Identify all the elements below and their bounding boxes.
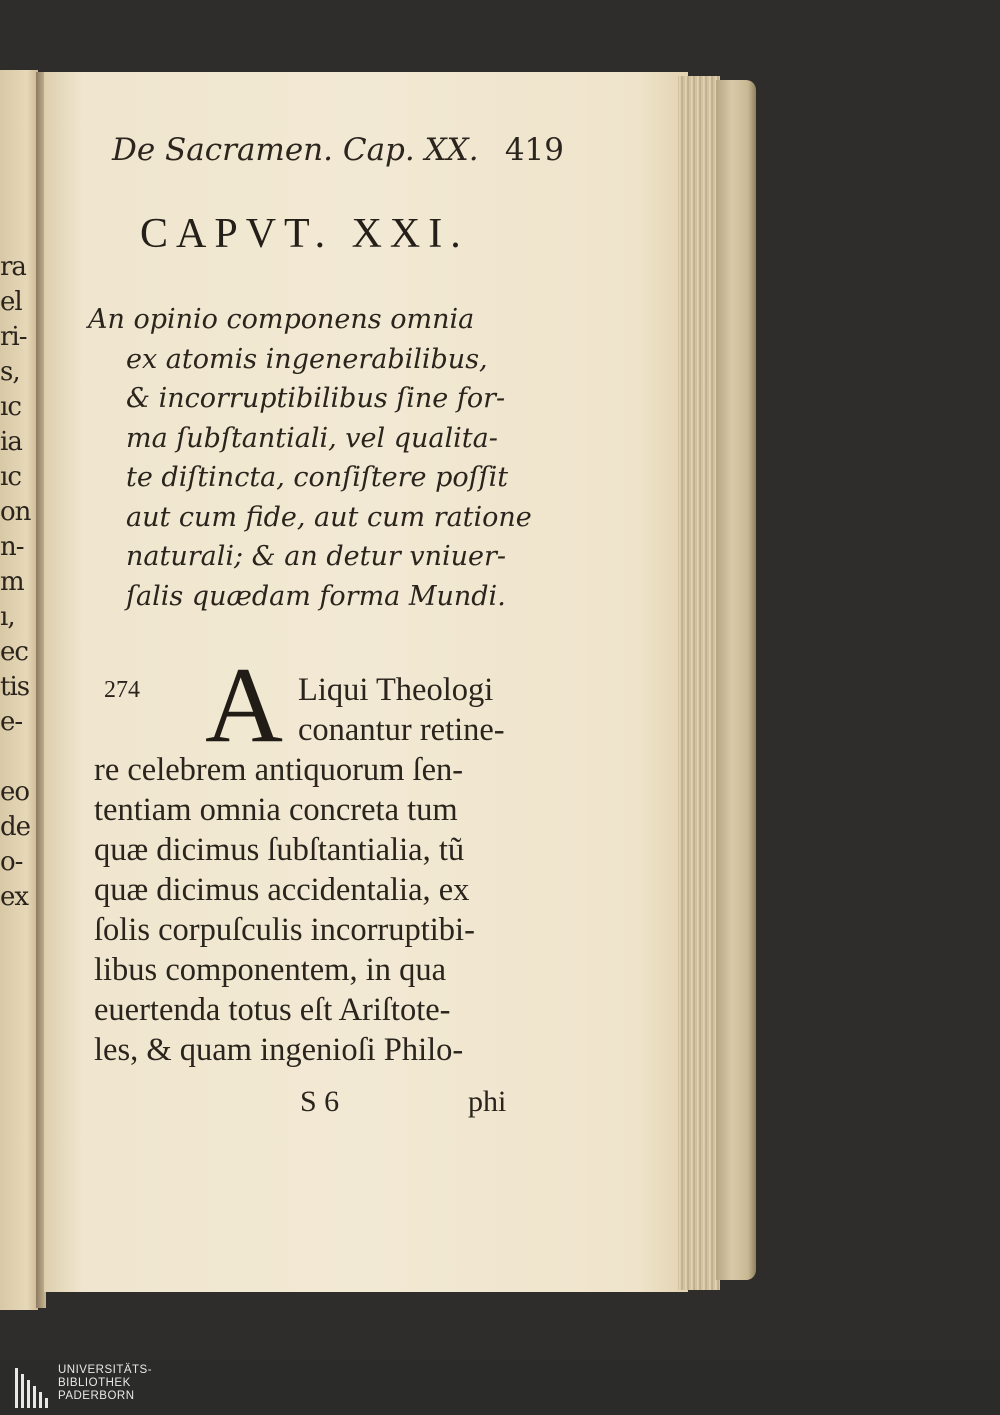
body-line: quæ dicimus ſubſtantialia, tũ	[94, 832, 465, 868]
page-edges	[678, 76, 720, 1290]
fragment: m	[0, 567, 24, 597]
fragment: el	[0, 287, 22, 317]
fragment: ıc	[0, 392, 21, 422]
body-line: ſolis corpuſculis incorruptibi-	[94, 912, 475, 948]
fragment: ri-	[0, 322, 27, 352]
body-line: re celebrem antiquorum ſen-	[94, 752, 464, 788]
fragment: ra	[0, 252, 26, 282]
summary-line: naturali; & an detur vniuer-	[126, 541, 507, 572]
fragment: de	[0, 812, 31, 842]
signature-mark: S 6	[300, 1085, 340, 1118]
summary-line: An opinio componens omnia	[88, 304, 475, 335]
fragment: ec	[0, 637, 28, 667]
body-line: conantur retine-	[298, 712, 505, 748]
fragment: n-	[0, 532, 24, 562]
body-line: tentiam omnia concreta tum	[94, 792, 458, 828]
summary-line: aut cum fide, aut cum ratione	[126, 501, 532, 533]
fragment: tis	[0, 672, 30, 702]
body-line: quæ dicimus accidentalia, ex	[94, 872, 470, 908]
fragment: ia	[0, 427, 22, 457]
chapter-summary	[88, 300, 568, 616]
summary-line: te diſtincta, conſiſtere poſſit	[126, 462, 509, 493]
library-name	[58, 1364, 152, 1403]
fragment: ı,	[0, 602, 15, 632]
running-head	[112, 132, 572, 168]
chapter-title: CAPVT. XXI.	[140, 211, 469, 257]
library-name-line: UNIVERSITÄTS-	[58, 1364, 153, 1376]
summary-line: ſalis quædam forma Mundi.	[126, 580, 506, 612]
fragment: ıc	[0, 462, 21, 492]
left-facing-page	[0, 70, 38, 1310]
drop-cap: A	[205, 646, 283, 765]
summary-line: ma ſubſtantiali, vel qualita-	[126, 422, 498, 454]
library-footer	[0, 1360, 1000, 1415]
paragraph-number: 274	[104, 677, 140, 703]
body-line: euertenda totus eſt Ariſtote-	[94, 992, 451, 1028]
catchword: phi	[468, 1085, 507, 1118]
summary-line: ex atomis ingenerabilibus,	[126, 343, 488, 375]
library-name-line: BIBLIOTHEK	[58, 1377, 131, 1389]
fragment: ex	[0, 882, 29, 912]
fragment	[0, 740, 38, 775]
body-text	[94, 670, 574, 1070]
library-name-line: PADERBORN	[58, 1390, 135, 1402]
left-page-text-fragments	[0, 250, 38, 915]
page-number: 419	[504, 132, 564, 168]
fragment: eo	[0, 777, 30, 807]
summary-line: & incorruptibilibus ſine for-	[126, 383, 506, 414]
fragment: e-	[0, 707, 23, 737]
body-line: Liqui Theologi	[298, 672, 494, 708]
fragment: on	[0, 497, 31, 527]
book-cover-edge	[716, 80, 756, 1280]
body-line: les, & quam ingenioſi Philo-	[94, 1032, 464, 1068]
fragment: s,	[0, 357, 20, 387]
library-logo-icon	[14, 1366, 50, 1410]
fragment: o-	[0, 847, 23, 877]
running-head-text: De Sacramen. Cap. XX.	[112, 132, 479, 168]
body-line: libus componentem, in qua	[94, 952, 447, 988]
